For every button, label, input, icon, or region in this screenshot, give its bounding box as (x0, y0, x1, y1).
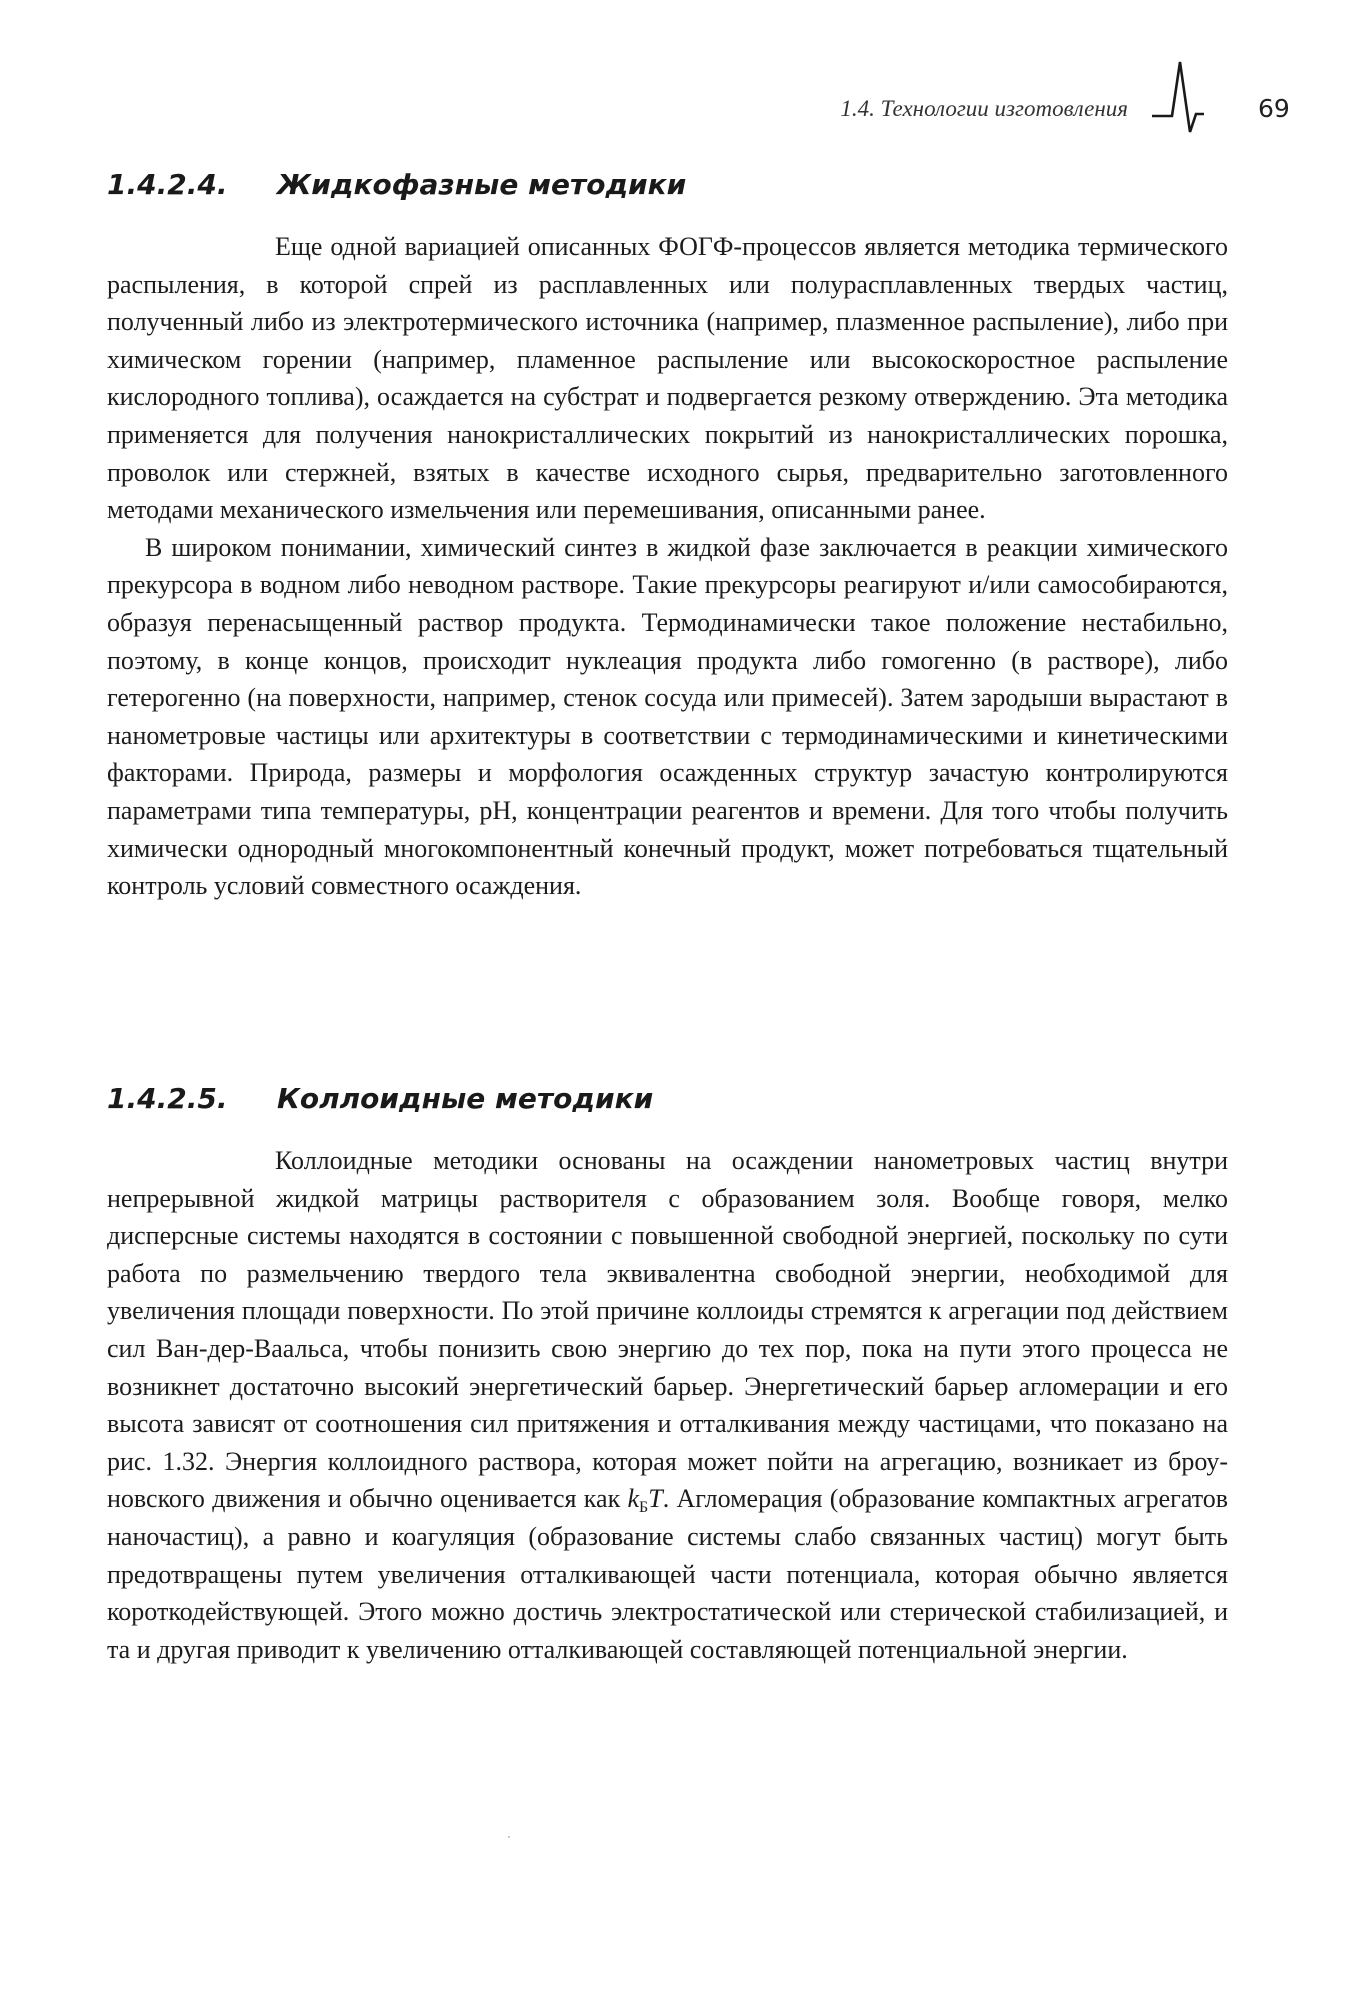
paragraph (107, 1142, 1228, 1668)
paragraph: Еще одной вариацией описанных ФОГФ-процессов является методика термического распыления, в которой спрей из расплавленных или полурасплавленных твердых частиц, полученный либо из электротермического источника (например, плазменное распыление), либо при химическом горении (например, пламенное распыление или высокоскоростное распыление кислородного топлива), осаждается на субстрат и подвергается резкому отверждению. Эта методика применяется для получения нанокристаллических покрытий из нанокристаллических порошка, проволок или стержней, взятых в качестве исходного сырья, предварительно заготовленного методами механического измельчения или перемешивания, описанными ранее. (107, 232, 1228, 525)
formula-symbol: k (627, 1484, 640, 1514)
section-1-4-2-4 (107, 168, 1228, 905)
formula-kbt (627, 1484, 663, 1517)
section-heading (107, 1082, 1228, 1128)
running-title: 1.4. Технологии изготовления (840, 96, 1128, 121)
paragraph-text: Коллоидные методики основаны на осаждении нанометровых частиц внутри непрерывной жидкой матрицы растворителя с образованием золя. Вообще говоря, мелко дисперсные системы находятся в состоянии с повышенной свободной энергией, поскольку по сути работа по размельчению твердого тела эквивалентна свободной энергии, необходимой для увеличения площади поверхности. По этой причине коллоиды стремятся к агрегации под действием сил Ван-дер-Ваальса, чтобы понизить свою энергию до тех пор, пока на пути этого процесса не возникнет достаточно высокий энергетический барьер. Энергетический барьер агломерации и его высота зависят от соотношения сил притяжения и отталкивания между частицами, что показано на рис. 1.32. Энергия коллоидного раствора, которая может пойти на агрегацию, возникает из броуновского движения и обычно оценивается как (107, 1146, 1228, 1514)
formula-variable: T (648, 1484, 663, 1514)
pulse-line-icon (1150, 58, 1210, 138)
section-number: 1.4.2.5. (107, 1082, 228, 1115)
page-number: 69 (1258, 94, 1290, 123)
paragraph-text: . Агломерация (образование компактных агрегатов наночастиц), а равно и коагуляция (образование системы слабо связанных частиц) могут быть предотвращены путем увеличения отталкивающей части потенциала, которая обычно является короткодействующей. Этого можно достичь электростатической или стерической стабилизацией, и та и другая приводит к увеличению отталкивающей составляющей потенциальной энергии. (107, 1484, 1228, 1664)
section-number: 1.4.2.4. (107, 168, 228, 201)
section-heading (107, 168, 1228, 214)
scan-speck (508, 1836, 510, 1838)
section-1-4-2-5 (107, 1082, 1228, 1668)
formula-subscript: Б (639, 1499, 649, 1517)
running-header (0, 88, 1363, 148)
paragraph: В широком понимании, химический синтез в жидкой фазе заключается в реакции химического прекурсора в водном либо неводном растворе. Такие прекурсоры реагируют и/или самособираются, образуя перенасыщенный раствор продукта. Термодинамически такое положение нестабильно, поэтому, в конце концов, происходит нуклеация продукта либо гомогенно (в растворе), либо гетерогенно (на поверхности, например, стенок сосуда или примесей). Затем зародыши вырастают в нанометровые частицы или архитектуры в соответствии с термодинамическими и кинетическими факторами. Природа, размеры и морфология осажденных структур зачастую контролируются параметрами типа температуры, pH, концентрации реагентов и времени. Для того чтобы получить химически однородный многокомпонентный конечный продукт, может потребоваться тщательный контроль условий совместного осаждения. (107, 532, 1228, 901)
section-title: Коллоидные методики (277, 1082, 654, 1115)
section-title: Жидкофазные методики (277, 168, 687, 201)
